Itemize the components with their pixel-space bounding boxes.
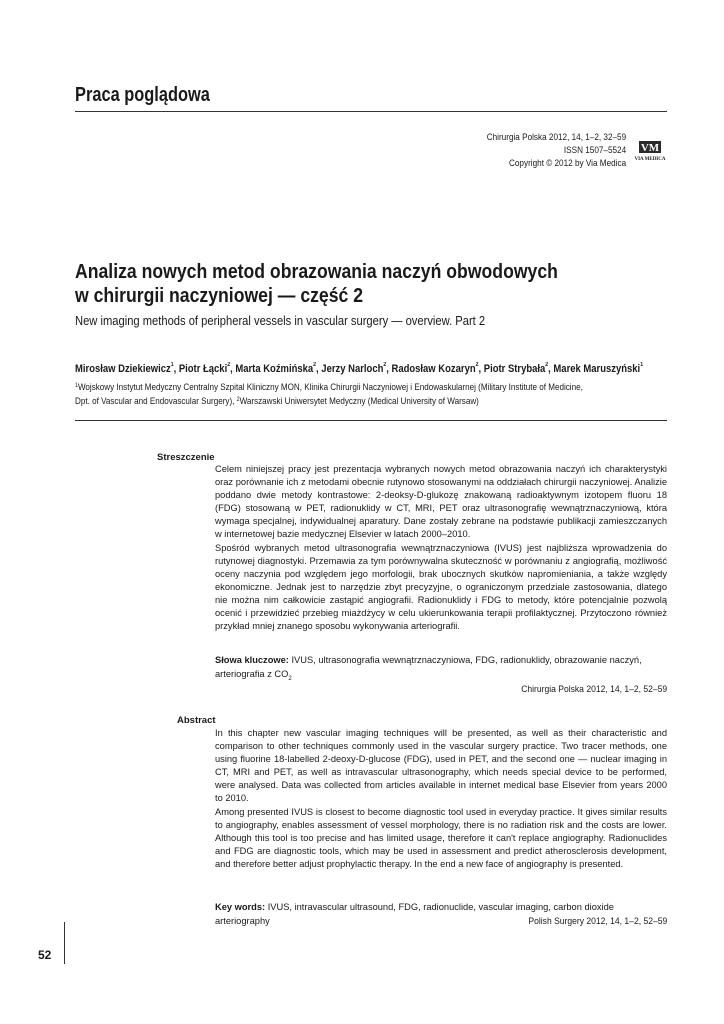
author-affiliation-mark: 2 bbox=[545, 362, 549, 368]
keywords-pl-subscript: 2 bbox=[288, 675, 292, 682]
keywords-en-text: IVUS, intravascular ultrasound, FDG, radionuclide, vascular imaging, carbon dioxide arteriography bbox=[215, 902, 614, 926]
copyright-line: Copyright © 2012 by Via Medica bbox=[508, 158, 626, 169]
page-number-rule bbox=[64, 922, 65, 964]
logo-caption: VIA MEDICA bbox=[634, 157, 666, 162]
author-name: Marek Maruszyński bbox=[553, 363, 641, 375]
author-list: Mirosław Dziekiewicz$^1$, Piotr Łącki$^2$, Marta Koźmińska$^2$, Jerzy Narloch$^2$, Radosław Kozaryn$^2$, Piotr Strybała$^2$, Marek Maruszyński$^1$ bbox=[75, 362, 644, 375]
affiliation-mark-2: 2 bbox=[236, 397, 240, 403]
abstract-heading: Abstract bbox=[177, 715, 216, 726]
affiliation-line-1 bbox=[75, 380, 665, 394]
streszczenie-body bbox=[215, 463, 667, 633]
title-pl-line-1: Analiza nowych metod obrazowania naczyń obwodowych bbox=[75, 260, 558, 283]
author-affiliation-mark: 1 bbox=[170, 362, 174, 368]
keywords-en-label: Key words: bbox=[215, 902, 266, 912]
streszczenie-citation: Chirurgia Polska 2012, 14, 1–2, 52–59 bbox=[521, 684, 667, 695]
streszczenie-paragraph-1: Celem niniejszej pracy jest prezentacja wybranych nowych metod obrazowania naczyń ich charakterystyki oraz porównanie ich z metodami obecnie rutynowo stosowanymi na oddziałach chirurgii naczyniowej. Analizie poddano dwie metody kontrastowe: 2-deoksy-D-glukozę znakowaną radioaktywnym izotopem fluoru 18 (FDG) stosowaną w PET, radionuklidy w CT, MRI, PET oraz ultrasonografię wewnątrznaczyniową, która wymaga specjalnej, indywidualnej aparatury. Dane zostały zebrane na podstawie publikacji zamieszczanych w internetowej bazie medycznej Elsevier w latach 2000–2010. bbox=[215, 464, 667, 540]
author-affiliation-mark: 2 bbox=[383, 362, 387, 368]
author-name: Radosław Kozaryn bbox=[391, 363, 476, 375]
abstract-paragraph-1: In this chapter new vascular imaging techniques will be presented, as well as their characteristic and comparison to other techniques commonly used in the vascular surgery practice. Two tracer methods, one using fluorine 18-labelled 2-deoxy-D-glucose (FDG), used in PET, and the second one — nuclear imaging in CT, MRI and PET, as well as intravascular ultrasonography, which needs special device to be performed, were analysed. Data was collected from articles available in internet medical base Elsevier from years 2000 to 2010. bbox=[215, 728, 667, 804]
page-number: 52 bbox=[38, 948, 52, 962]
author-name: Piotr Strybała bbox=[483, 363, 546, 375]
affiliations bbox=[75, 380, 665, 408]
author-name: Mirosław Dziekiewicz bbox=[75, 363, 171, 375]
affiliation-text-1-cont: Dpt. of Vascular and Endovascular Surgery), bbox=[75, 396, 237, 406]
author-affiliation-mark: 1 bbox=[640, 362, 644, 368]
author-name: Marta Koźmińska bbox=[235, 363, 314, 375]
affiliation-text-2: Warszawski Uniwersytet Medyczny (Medical University of Warsaw) bbox=[239, 396, 479, 406]
journal-info bbox=[487, 131, 626, 170]
journal-line: Chirurgia Polska 2012, 14, 1–2, 32–59 bbox=[486, 132, 626, 143]
logo-text: VM bbox=[640, 142, 660, 154]
top-divider bbox=[75, 111, 667, 112]
author-name: Jerzy Narloch bbox=[321, 363, 384, 375]
abstract-citation: Polish Surgery 2012, 14, 1–2, 52–59 bbox=[528, 916, 667, 927]
keywords-pl-label: Słowa kluczowe: bbox=[215, 655, 289, 665]
issn-line: ISSN 1507–5524 bbox=[563, 145, 626, 156]
author-affiliation-mark: 2 bbox=[313, 362, 317, 368]
article-title-pl bbox=[75, 260, 558, 308]
abstract-paragraph-2: Among presented IVUS is closest to become diagnostic tool used in everyday practice. It gives similar results to angiography, enables assessment of vessel morphology, there is no radiation risk and the costs are lower. Although this tool is too precise and has limited usage, therefore it can't replace angiography. Radionuclides and FDG are diagnostic tools, which may be used in assessment and predict atherosclerosis development, and therefore better adjust prophylactic therapy. In the end a new face of angiography is presented. bbox=[215, 806, 667, 869]
affiliation-line-2 bbox=[75, 394, 665, 408]
streszczenie-heading: Streszczenie bbox=[157, 452, 215, 463]
via-medica-logo-mark bbox=[632, 141, 672, 163]
keywords-pl-text: IVUS, ultrasonografia wewnątrznaczyniowa, FDG, radionuklidy, obrazowanie naczyń, arteriografia z CO bbox=[215, 655, 642, 679]
header-divider bbox=[75, 420, 667, 421]
abstract-body bbox=[215, 727, 667, 871]
affiliation-text-1: Wojskowy Instytut Medyczny Centralny Szpital Kliniczny MON, Klinika Chirurgii Naczyniowej i Endowaskularnej (Military Institute of Medicine, bbox=[77, 382, 583, 392]
affiliation-mark-1: 1 bbox=[75, 383, 78, 389]
section-label: Praca poglądowa bbox=[75, 84, 210, 106]
via-medica-logo bbox=[632, 141, 672, 163]
title-pl-line-2: w chirurgii naczyniowej — część 2 bbox=[75, 284, 364, 307]
streszczenie-keywords bbox=[215, 653, 667, 686]
streszczenie-paragraph-2: Spośród wybranych metod ultrasonografia wewnątrznaczyniowa (IVUS) jest najbliższa wprowadzenia do rutynowej diagnostyki. Przemawia za tym porównywalna skuteczność w porównaniu z angiografią, możliwość oceny naczynia pod względem jego morfologii, brak ubocznych skutków napromieniania, a także względy ekonomiczne. Jednak jest to narzędzie zbyt precyzyjne, o ograniczonym przedziale zastosowania, dlatego nie można nim całkowicie zastąpić angiografii. Radionuklidy i FDG to metody, które potencjalnie pozwolą ocenić i przewidzieć przebieg miażdżycy w celu ukierunkowania terapii profilaktycznej. Przytoczono również przykład mniej znanego sposobu wykonywania arteriografii. bbox=[215, 542, 667, 632]
author-name: Piotr Łącki bbox=[178, 363, 228, 375]
author-affiliation-mark: 2 bbox=[227, 362, 231, 368]
author-affiliation-mark: 2 bbox=[475, 362, 479, 368]
article-title-en: New imaging methods of peripheral vessels in vascular surgery — overview. Part 2 bbox=[75, 313, 486, 328]
